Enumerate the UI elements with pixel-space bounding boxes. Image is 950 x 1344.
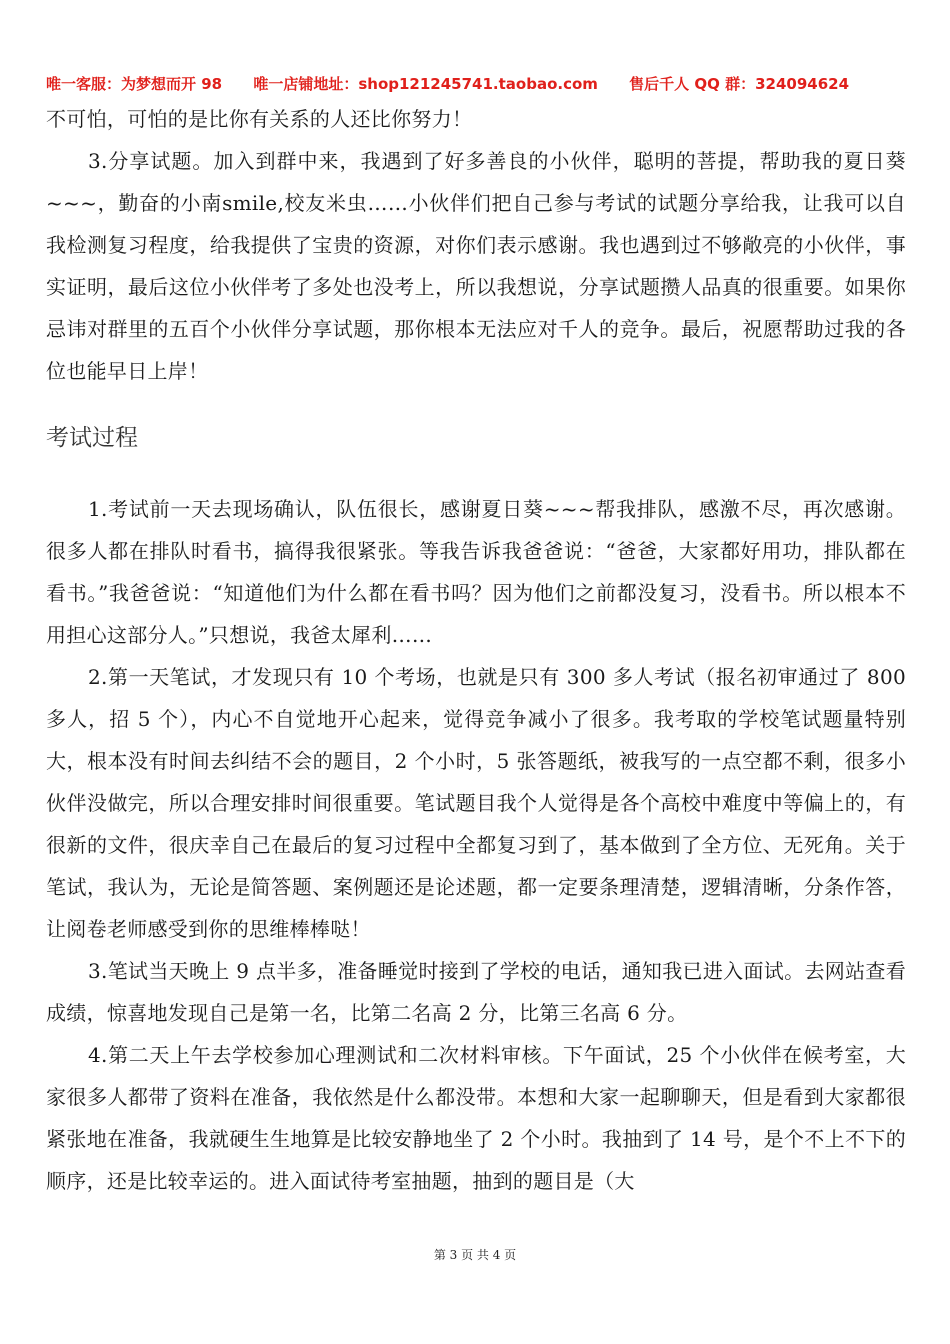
paragraph-process-3: 3.笔试当天晚上 9 点半多，准备睡觉时接到了学校的电话，通知我已进入面试。去网站查看成绩，惊喜地发现自己是第一名，比第二名高 2 分，比第三名高 6 分。 xyxy=(46,959,906,1025)
paragraph-process-1: 1.考试前一天去现场确认，队伍很长，感谢夏日葵~~~帮我排队，感激不尽，再次感谢。很多人都在排队时看书，搞得我很紧张。等我告诉我爸爸说：“爸爸，大家都好用功，排队都在看书。”我爸爸说：“知道他们为什么都在看书吗？因为他们之前都没复习，没看书。所以根本不用担心这部分人。”只想说，我爸太犀利…… xyxy=(46,497,906,647)
document-body xyxy=(46,98,906,1202)
page-number-label: 第 3 页 共 4 页 xyxy=(433,1248,517,1262)
header-qq-text: 售后千人 QQ 群：324094624 xyxy=(629,75,850,93)
paragraph-continued: 不可怕，可怕的是比你有关系的人还比你努力！ xyxy=(46,107,473,131)
page-header xyxy=(46,73,916,94)
page-footer xyxy=(0,1246,950,1263)
header-shop-text: 唯一店铺地址：shop121245741.taobao.com xyxy=(253,75,598,93)
paragraph-process-4: 4.第二天上午去学校参加心理测试和二次材料审核。下午面试，25 个小伙伴在候考室，大家很多人都带了资料在准备，我依然是什么都没带。本想和大家一起聊聊天，但是看到大家都很紧张地在准备，我就硬生生地算是比较安静地坐了 2 个小时。我抽到了 14 号，是个不上不下的顺序，还是比较幸运的。进入面试待考室抽题，抽到的题目是（大 xyxy=(46,1043,906,1193)
paragraph-process-2: 2.第一天笔试，才发现只有 10 个考场，也就是只有 300 多人考试（报名初审通过了 800 多人，招 5 个），内心不自觉地开心起来，觉得竞争减小了很多。我考取的学校笔试题量特别大，根本没有时间去纠结不会的题目，2 个小时，5 张答题纸，被我写的一点空都不剩，很多小伙伴没做完，所以合理安排时间很重要。笔试题目我个人觉得是各个高校中难度中等偏上的，有很新的文件，很庆幸自己在最后的复习过程中全都复习到了，基本做到了全方位、无死角。关于笔试，我认为，无论是简答题、案例题还是论述题，都一定要条理清楚，逻辑清晰，分条作答，让阅卷老师感受到你的思维棒棒哒！ xyxy=(46,665,906,941)
paragraph-share-questions: 3.分享试题。加入到群中来，我遇到了好多善良的小伙伴，聪明的菩提，帮助我的夏日葵~~~，勤奋的小南smile,校友米虫……小伙伴们把自己参与考试的试题分享给我，让我可以自我检测复习程度，给我提供了宝贵的资源，对你们表示感谢。我也遇到过不够敞亮的小伙伴，事实证明，最后这位小伙伴考了多处也没考上，所以我想说，分享试题攒人品真的很重要。如果你忌讳对群里的五百个小伙伴分享试题，那你根本无法应对千人的竞争。最后，祝愿帮助过我的各位也能早日上岸！ xyxy=(46,149,906,383)
section-title: 考试过程 xyxy=(46,425,138,451)
header-service-text: 唯一客服：为梦想而开 98 xyxy=(46,75,223,93)
